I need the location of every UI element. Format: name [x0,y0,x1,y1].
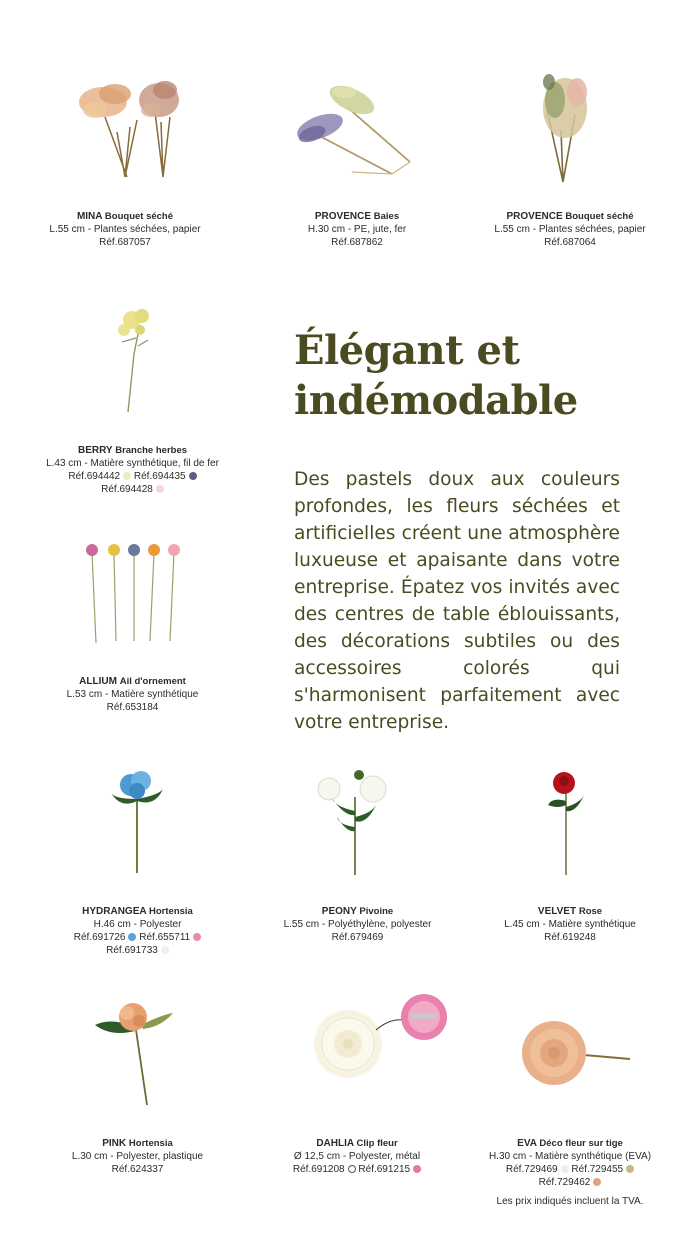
product-ref: Réf.624337 [111,1164,164,1175]
product-description: L.43 cm - Matière synthétique, fil de fer [46,458,219,469]
herb-branch-image [110,304,154,414]
color-swatch [413,1165,421,1173]
product-name: EVA [517,1138,537,1149]
product-peony[interactable] [265,765,450,965]
product-caption [262,210,452,249]
dried-berries-image [292,72,422,182]
product-name: MINA [76,211,103,222]
product-caption [45,905,230,957]
product-subtitle: Branche herbes [115,445,188,456]
product-caption [40,210,210,249]
product-description: H.46 cm - Polyester [93,919,182,930]
product-subtitle: Baies [373,211,400,222]
color-swatch [193,933,201,941]
headline-line-1: Élégant et [294,327,520,374]
product-description: L.45 cm - Matière synthétique [504,919,636,930]
product-ref: Réf.691726 [73,932,126,943]
product-caption [480,905,660,944]
color-swatch [561,1165,569,1173]
product-ref: Réf.729469 [505,1164,558,1175]
product-description: L.30 cm - Polyester, plastique [71,1151,204,1162]
product-description: L.55 cm - Plantes séchées, papier [494,224,646,235]
product-description: H.30 cm - PE, jute, fer [307,224,407,235]
product-name: HYDRANGEA [82,906,147,917]
product-name: ALLIUM [79,676,117,687]
vat-note: Les prix indiqués incluent la TVA. [496,1196,644,1207]
color-swatch [189,472,197,480]
product-ref: Réf.687057 [99,237,151,248]
product-caption [40,444,225,496]
page-headline [294,326,654,426]
product-pink[interactable] [45,995,230,1185]
color-swatch [626,1165,634,1173]
product-caption [480,210,660,249]
product-caption [480,1137,660,1189]
dahlia-clip-image [300,990,452,1080]
product-velvet[interactable] [480,765,660,965]
rose-image [542,767,592,877]
color-swatch [348,1165,356,1173]
product-caption [45,1137,230,1176]
product-description: Ø 12,5 cm - Polyester, métal [293,1151,421,1162]
headline-line-2: indémodable [294,377,578,424]
product-ref: Réf.694435 [133,471,186,482]
dried-bouquet-image [525,70,605,185]
product-subtitle: Clip fleur [356,1138,398,1149]
product-ref: Réf.691215 [358,1164,411,1175]
color-swatch [123,472,131,480]
pink-hydrangea-image [91,997,181,1107]
product-subtitle: Rose [578,906,603,917]
product-provence-bouquet[interactable] [480,60,660,250]
product-caption [265,905,450,944]
color-swatch [128,933,136,941]
product-ref: Réf.691208 [292,1164,345,1175]
product-ref: Réf.694428 [101,484,153,495]
product-berry[interactable] [40,300,225,500]
product-hydrangea[interactable] [45,765,230,965]
hydrangea-image [107,769,167,877]
color-swatch [156,485,164,493]
product-description: L.55 cm - Plantes séchées, papier [49,224,201,235]
product-ref: Réf.679469 [331,932,384,943]
product-subtitle: Bouquet séché [104,211,174,222]
product-name: PROVENCE [506,211,563,222]
product-caption [262,1137,452,1176]
product-caption [50,675,215,714]
product-ref: Réf.687064 [544,237,596,248]
product-subtitle: Déco fleur sur tige [539,1138,623,1149]
intro-paragraph: Des pastels doux aux couleurs profondes, les fleurs séchées et artificielles créent une atmosphère luxueuse et apaisante dans votre entreprise. Épatez vos invités avec des centres de table éblouissants, des décorations subtiles ou des accessoires colorés qui s'harmonisent parfaitement avec votre entreprise. [294,469,620,733]
product-ref: Réf.655711 [139,932,191,943]
color-swatch [161,946,169,954]
product-eva[interactable] [480,995,660,1188]
product-name: DAHLIA [316,1138,354,1149]
product-description: H.30 cm - Matière synthétique (EVA) [488,1151,652,1162]
eva-flower-image [514,1003,634,1103]
product-ref: Réf.729455 [571,1164,624,1175]
product-ref: Réf.687862 [331,237,383,248]
product-name: PROVENCE [314,211,371,222]
allium-stems-image [78,537,188,647]
product-name: PEONY [321,906,357,917]
color-swatch [593,1178,601,1186]
product-subtitle: Bouquet séché [565,211,634,222]
product-provence-baies[interactable] [262,60,452,250]
product-subtitle: Ail d'ornement [119,676,186,687]
peony-image [311,767,395,877]
product-description: L.53 cm - Matière synthétique [66,689,199,700]
product-name: PINK [102,1138,127,1149]
product-mina[interactable] [40,60,210,250]
product-name: VELVET [537,906,577,917]
product-ref: Réf.694442 [68,471,121,482]
dried-bouquet-image [75,72,185,182]
product-subtitle: Pivoine [359,906,394,917]
product-subtitle: Hortensia [128,1138,173,1149]
product-ref: Réf.619248 [544,932,596,943]
product-ref: Réf.653184 [106,702,159,713]
product-description: L.55 cm - Polyéthylène, polyester [283,919,432,930]
product-ref: Réf.691733 [106,945,158,956]
product-name: BERRY [77,445,113,456]
product-allium[interactable] [50,535,215,725]
product-ref: Réf.729462 [538,1177,591,1188]
product-subtitle: Hortensia [149,906,193,917]
product-dahlia[interactable] [262,990,452,1185]
